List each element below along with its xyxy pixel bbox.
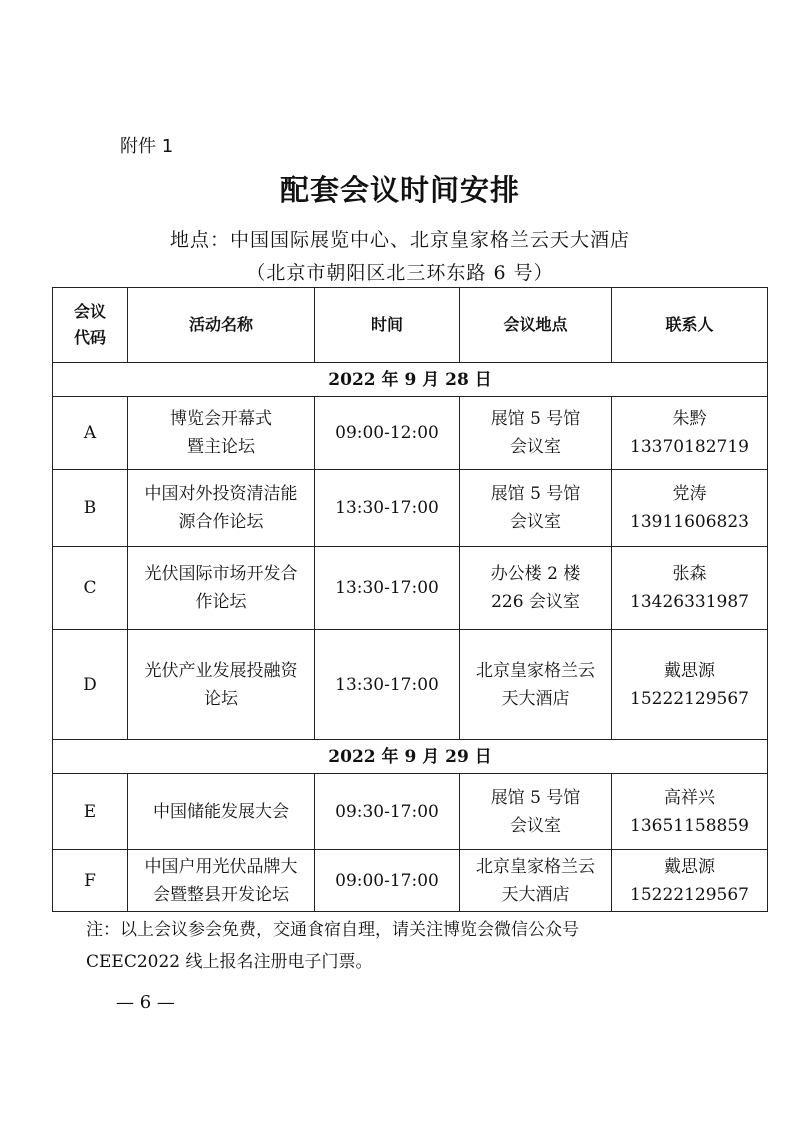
venue-line: 天大酒店	[501, 884, 570, 905]
header-code-line1: 会议	[73, 302, 106, 321]
name-line: 暨主论坛	[187, 437, 255, 457]
address-line: （北京市朝阳区北三环东路 6 号）	[246, 262, 554, 284]
venue-cell	[460, 850, 612, 912]
venue-cell	[460, 470, 612, 547]
contact-cell	[612, 630, 768, 740]
location-line: 地点：中国国际展览中心、北京皇家格兰云天大酒店	[169, 229, 630, 251]
code-cell: B	[53, 470, 128, 547]
header-contact: 联系人	[612, 288, 768, 363]
name-line: 博览会开幕式	[170, 409, 272, 429]
footnote-line2: CEEC2022 线上报名注册电子门票。	[86, 952, 373, 972]
contact-cell	[612, 774, 768, 850]
contact-name: 朱黔	[672, 409, 707, 429]
name-line: 作论坛	[195, 592, 247, 612]
table-row	[53, 774, 768, 850]
code-cell: E	[53, 774, 128, 850]
name-line: 中国户用光伏品牌大	[144, 856, 298, 877]
name-cell	[128, 470, 315, 547]
time-cell: 09:00-17:00	[315, 850, 460, 912]
venue-cell	[460, 630, 612, 740]
name-line: 会暨整县开发论坛	[153, 884, 289, 905]
time-cell: 13:30-17:00	[315, 630, 460, 740]
name-cell	[128, 850, 315, 912]
venue-line: 天大酒店	[501, 688, 570, 709]
venue-line: 北京皇家格兰云	[476, 660, 595, 681]
contact-phone: 13426331987	[630, 592, 749, 612]
footnote-line1: 注：以上会议参会免费，交通食宿自理，请关注博览会微信公众号	[86, 920, 579, 940]
contact-phone: 15222129567	[630, 688, 749, 709]
date-row	[53, 363, 768, 397]
time-cell: 13:30-17:00	[315, 547, 460, 630]
contact-name: 戴思源	[664, 856, 715, 877]
contact-name: 戴思源	[664, 660, 715, 681]
venue-line: 展馆 5 号馆	[490, 484, 581, 504]
attachment-label: 附件 1	[120, 136, 174, 157]
name-cell	[128, 774, 315, 850]
code-cell: A	[53, 397, 128, 470]
footnote	[86, 914, 726, 978]
name-line: 光伏国际市场开发合	[144, 564, 298, 584]
contact-cell	[612, 470, 768, 547]
code-cell: C	[53, 547, 128, 630]
time-cell: 13:30-17:00	[315, 470, 460, 547]
venue-cell	[460, 397, 612, 470]
name-line: 源合作论坛	[178, 512, 264, 532]
contact-name: 张森	[672, 564, 707, 584]
contact-cell	[612, 850, 768, 912]
table-row	[53, 470, 768, 547]
header-venue: 会议地点	[460, 288, 612, 363]
page-number: — 6 —	[116, 992, 175, 1013]
venue-cell	[460, 774, 612, 850]
venue-line: 北京皇家格兰云	[476, 856, 595, 877]
contact-phone: 13911606823	[630, 512, 749, 532]
code-cell: F	[53, 850, 128, 912]
venue-line: 展馆 5 号馆	[490, 409, 581, 429]
venue-line: 会议室	[510, 815, 561, 836]
date-row	[53, 740, 768, 774]
time-cell: 09:00-12:00	[315, 397, 460, 470]
code-cell: D	[53, 630, 128, 740]
venue-line: 会议室	[510, 437, 561, 457]
contact-name: 高祥兴	[664, 787, 715, 808]
venue-line: 226 会议室	[491, 592, 580, 612]
venue-line: 展馆 5 号馆	[490, 787, 581, 808]
schedule-table	[52, 287, 768, 912]
name-line: 中国对外投资清洁能	[144, 484, 298, 504]
date-cell: 2022 年 9 月 28 日	[53, 363, 768, 397]
table-header-row	[53, 288, 768, 363]
venue-cell	[460, 547, 612, 630]
venue-line: 办公楼 2 楼	[490, 564, 581, 584]
name-line: 中国储能发展大会	[153, 801, 289, 822]
date-cell: 2022 年 9 月 29 日	[53, 740, 768, 774]
header-name: 活动名称	[128, 288, 315, 363]
contact-phone: 13651158859	[630, 815, 749, 836]
contact-cell	[612, 397, 768, 470]
document-title: 配套会议时间安排	[279, 173, 520, 207]
header-code	[53, 288, 128, 363]
name-cell	[128, 397, 315, 470]
time-cell: 09:30-17:00	[315, 774, 460, 850]
header-time: 时间	[315, 288, 460, 363]
contact-phone: 15222129567	[630, 884, 749, 905]
name-cell	[128, 547, 315, 630]
table-row	[53, 630, 768, 740]
contact-phone: 13370182719	[630, 437, 749, 457]
venue-line: 会议室	[510, 512, 561, 532]
table-row	[53, 547, 768, 630]
table-row	[53, 397, 768, 470]
contact-cell	[612, 547, 768, 630]
name-cell	[128, 630, 315, 740]
table-row	[53, 850, 768, 912]
contact-name: 党涛	[672, 484, 707, 504]
name-line: 光伏产业发展投融资	[144, 660, 298, 681]
name-line: 论坛	[204, 688, 238, 709]
header-code-line2: 代码	[73, 328, 106, 347]
